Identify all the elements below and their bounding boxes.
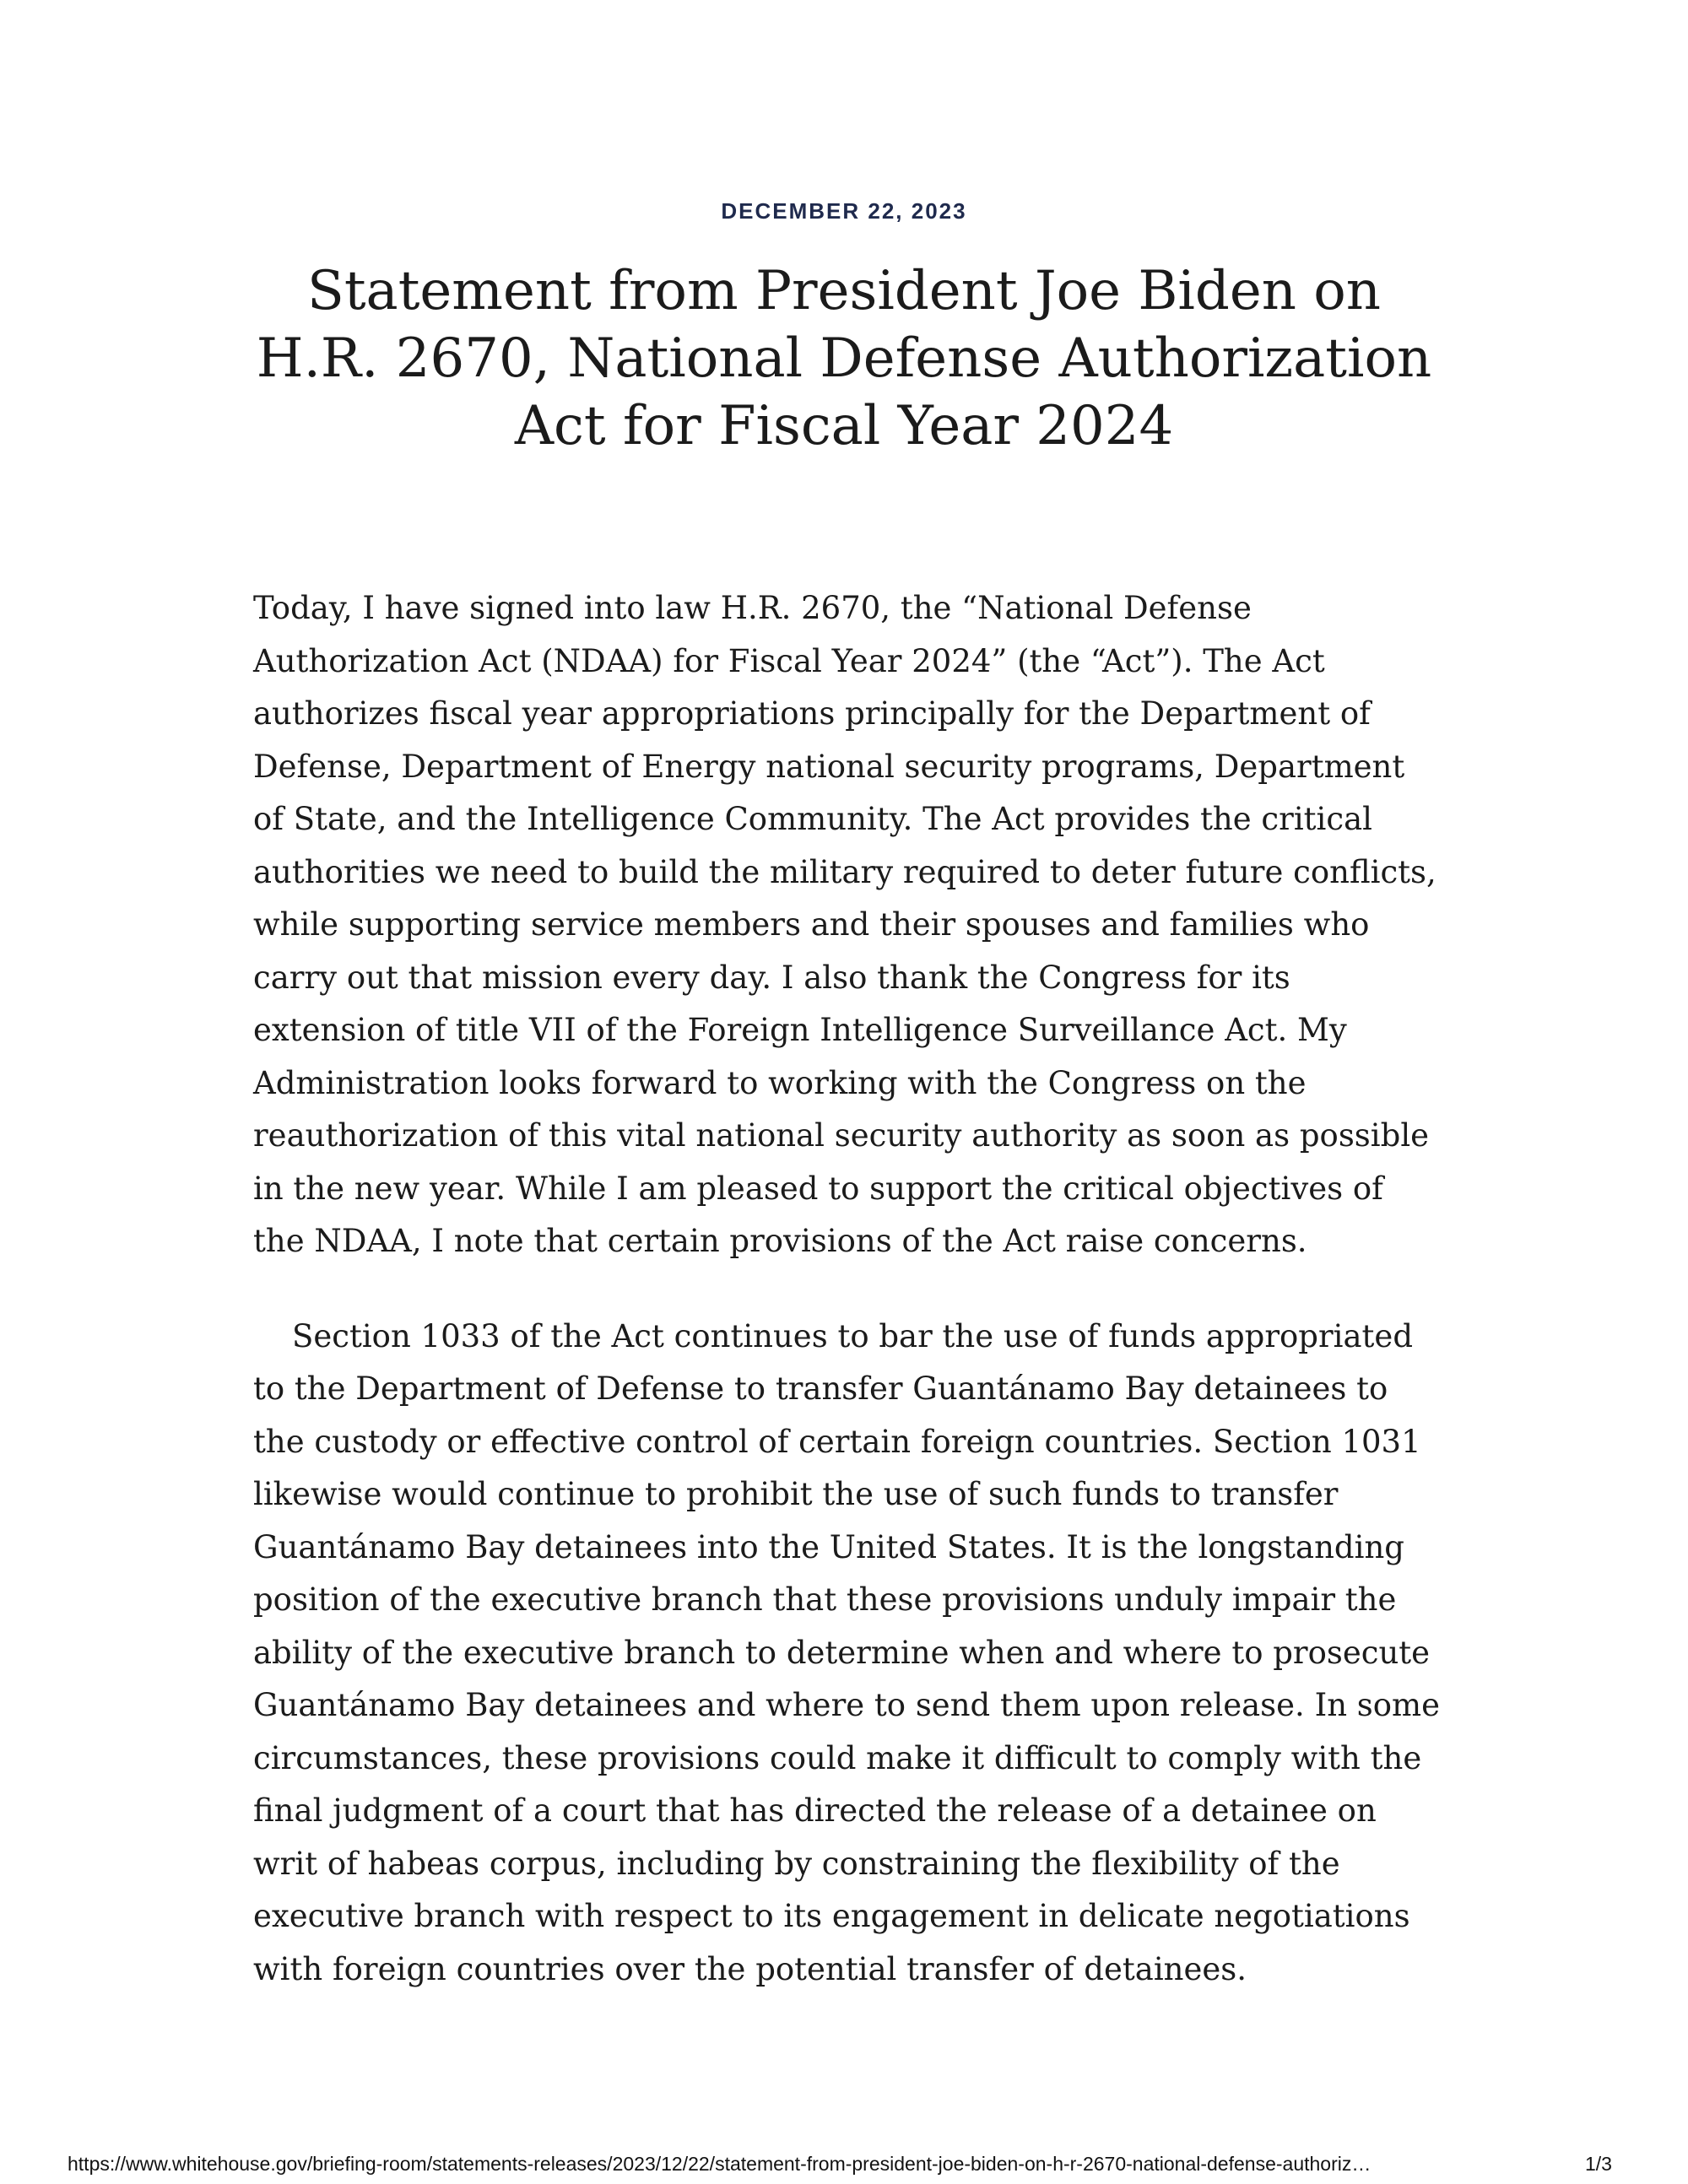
publication-date: DECEMBER 22, 2023 <box>721 198 967 224</box>
page-number: 1/3 <box>1585 2153 1612 2175</box>
footer-url: https://www.whitehouse.gov/briefing-room/statements-releases/2023/12/22/statement-from-president-joe-biden-on-h-r-2670-national-defense-authoriz… <box>68 2153 1372 2175</box>
paragraph-1: Today, I have signed into law H.R. 2670, the “National Defense Authorization Act (NDAA) for Fiscal Year 2024” (the “Act”). The Act authorizes fiscal year appropriations principally for the Department of Defense, Department of Energy national security programs, Department of State, and the Intelligence Community. The Act provides the critical authorities we need to build the military required to deter future conflicts, while supporting service members and their spouses and families who carry out that mission every day. I also thank the Congress for its extension of title VII of the Foreign Intelligence Surveillance Act. My Administration looks forward to working with the Congress on the reauthorization of this vital national security authority as soon as possible in the new year. While I am pleased to support the critical objectives of the NDAA, I note that certain provisions of the Act raise concerns. <box>253 590 1436 1259</box>
paragraph-2: Section 1033 of the Act continues to bar the use of funds appropriated to the Department of Defense to transfer Guantánamo Bay detainees to the custody or effective control of certain foreign countries. Section 1031 likewise would continue to prohibit the use of such funds to transfer Guantánamo Bay detainees into the United States. It is the longstanding position of the executive branch that these provisions unduly impair the ability of the executive branch to determine when and where to prosecute Guantánamo Bay detainees and where to send them upon release. In some circumstances, these provisions could make it difficult to comply with the final judgment of a court that has directed the release of a detainee on writ of habeas corpus, including by constraining the flexibility of the executive branch with respect to its engagement in delicate negotiations with foreign countries over the potential transfer of detainees. <box>253 1317 1441 1987</box>
statement-body <box>253 582 1443 1996</box>
page-title: Statement from President Joe Biden on H.R. 2670, National Defense Authorization Act for Fiscal Year 2024 <box>256 260 1432 457</box>
